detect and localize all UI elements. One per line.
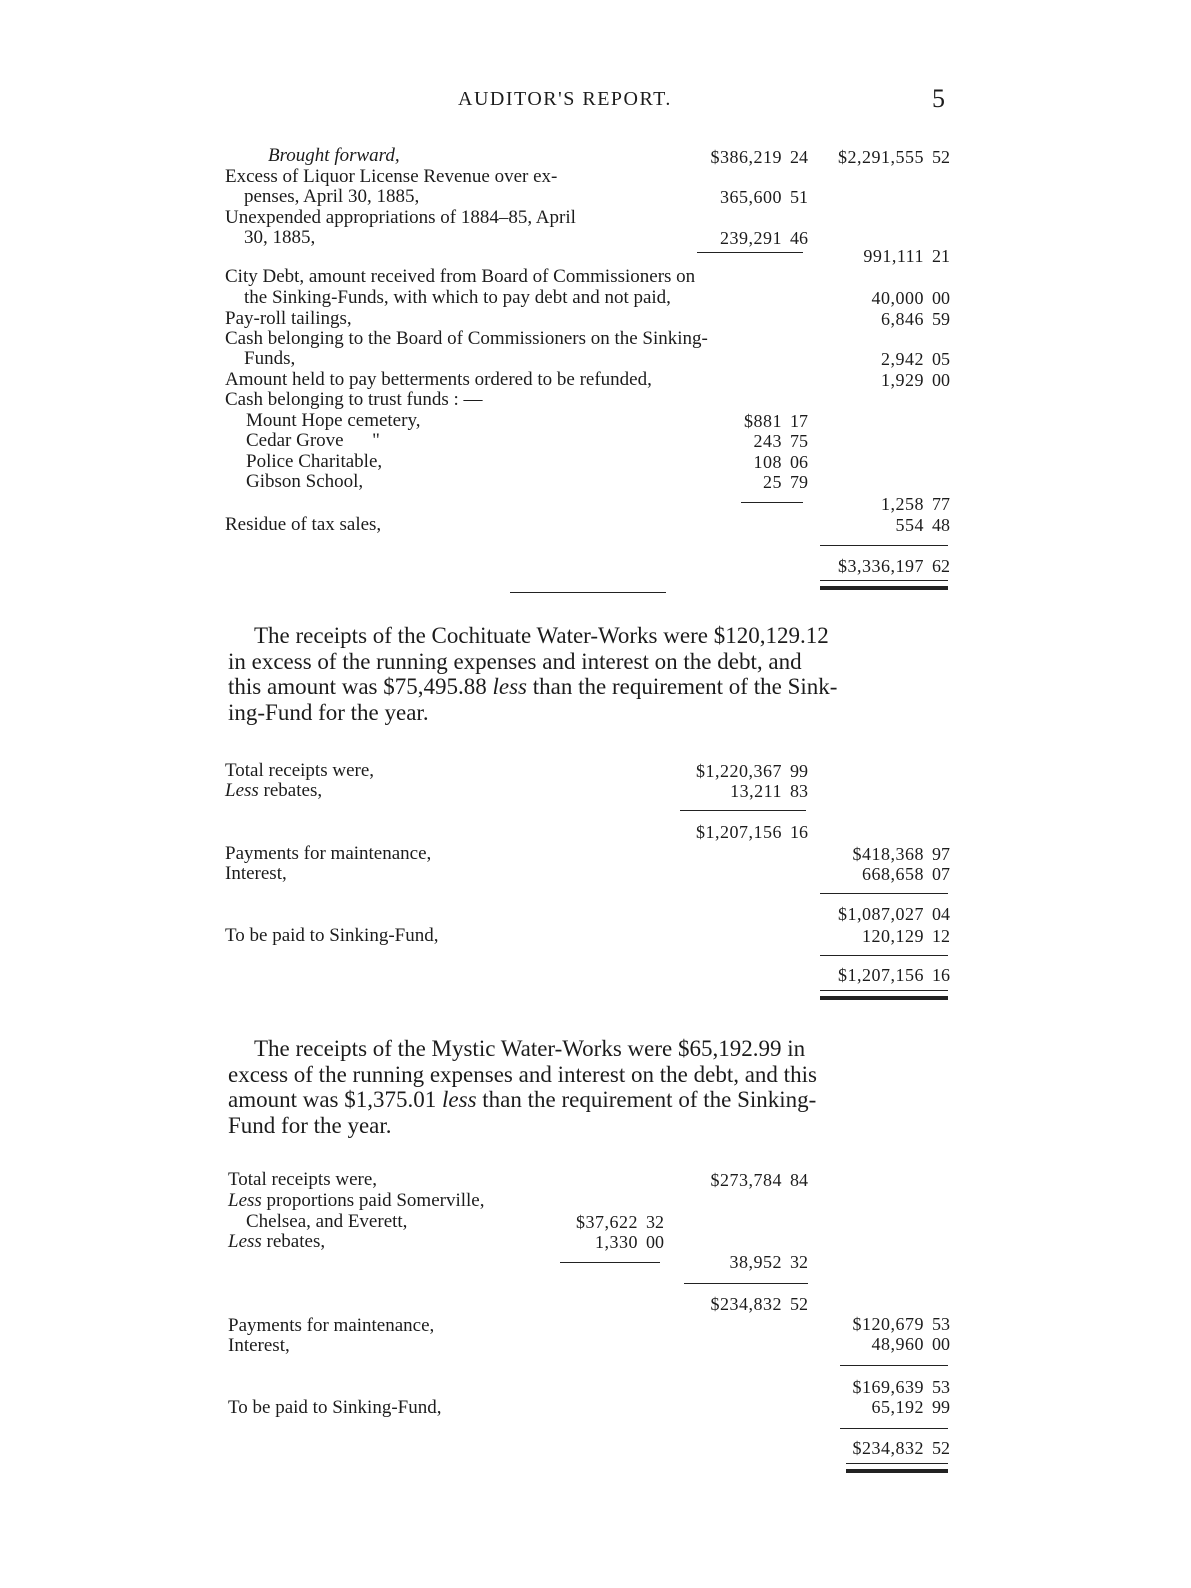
double-rule: [820, 990, 948, 1000]
cochituate-paragraph: The receipts of the Cochituate Water-Works were $120,129.12 in excess of the running expenses and interest on the debt, and this amount was $75,495.88 less than the requirement of the Sink- ing-Fund for the year.: [228, 623, 838, 725]
section-divider: [510, 592, 666, 593]
cochituate-interest-label: Interest,: [225, 863, 287, 884]
mystic-interest-label: Interest,: [228, 1335, 290, 1356]
double-rule: [846, 1463, 948, 1473]
cochituate-sinking-label: To be paid to Sinking-Fund,: [225, 925, 439, 946]
mystic-total-amount: $234,832 52: [852, 1438, 950, 1458]
liquor-line1: Excess of Liquor License Revenue over ex-: [225, 166, 558, 187]
cochituate-total-receipts-amount: $1,220,367 99: [696, 761, 808, 781]
betterments-amount: 1,929 00: [881, 370, 950, 390]
trust-item-label: Mount Hope cemetery,: [246, 410, 421, 431]
trust-item-amount: $881 17: [744, 411, 808, 431]
cochituate-total-receipts-label: Total receipts were,: [225, 760, 375, 781]
mystic-sinking-label: To be paid to Sinking-Fund,: [228, 1397, 442, 1418]
trust-item-label: Police Charitable,: [246, 451, 383, 472]
unexpended-line1: Unexpended appropriations of 1884–85, April: [225, 207, 576, 228]
grand-total-amount: $3,336,197 62: [838, 556, 950, 576]
mystic-interest-amount: 48,960 00: [871, 1334, 950, 1354]
city-debt-amount: 40,000 00: [871, 288, 950, 308]
rule: [820, 955, 948, 956]
cash-board-line2: Funds,: [244, 348, 296, 369]
mystic-maintenance-label: Payments for maintenance,: [228, 1315, 435, 1336]
mystic-rebates-label: Less rebates,: [228, 1231, 326, 1252]
mystic-deductions-amount: 38,952 32: [729, 1252, 808, 1272]
page-number: 5: [932, 84, 945, 113]
rule: [680, 810, 806, 811]
residue-label: Residue of tax sales,: [225, 514, 382, 535]
rule: [684, 1283, 808, 1284]
cochituate-maintenance-amount: $418,368 97: [852, 844, 950, 864]
rule: [741, 502, 803, 503]
brought-forward-label: Brought forward,: [268, 145, 400, 166]
city-debt-line1: City Debt, amount received from Board of Commissioners on: [225, 266, 696, 287]
mystic-proportions-line1: Less proportions paid Somerville,: [228, 1190, 485, 1211]
cochituate-total-amount: $1,207,156 16: [838, 965, 950, 985]
rule: [840, 1365, 948, 1366]
rule: [840, 1428, 948, 1429]
unexpended-amount: 239,291 46: [720, 228, 808, 248]
mystic-total-receipts-label: Total receipts were,: [228, 1169, 378, 1190]
double-rule: [820, 580, 948, 590]
cochituate-sinking-amount: 120,129 12: [862, 926, 950, 946]
trust-item-amount: 243 75: [753, 431, 808, 451]
cochituate-rebates-amount: 13,211 83: [730, 781, 808, 801]
rule: [560, 1262, 660, 1263]
city-debt-line2: the Sinking-Funds, with which to pay debt and not paid,: [244, 287, 671, 308]
cochituate-subtotal-amount: $1,087,027 04: [838, 904, 950, 924]
trust-item-amount: 108 06: [753, 452, 808, 472]
cochituate-net-amount: $1,207,156 16: [696, 822, 808, 842]
liquor-amount: 365,600 51: [720, 187, 808, 207]
cochituate-interest-amount: 668,658 07: [862, 864, 950, 884]
mystic-rebates-amount: 1,330 00: [595, 1232, 664, 1252]
cash-board-amount: 2,942 05: [881, 349, 950, 369]
mystic-maintenance-amount: $120,679 53: [852, 1314, 950, 1334]
brought-forward-amount-b: $2,291,555 52: [838, 147, 950, 167]
trust-item-amount: 25 79: [763, 472, 808, 492]
cochituate-rebates-label: Less rebates,: [225, 780, 323, 801]
trust-item-label: Gibson School,: [246, 471, 364, 492]
mystic-total-receipts-amount: $273,784 84: [710, 1170, 808, 1190]
brought-forward-amount-a: $386,219 24: [710, 147, 808, 167]
unexpended-line2: 30, 1885,: [244, 227, 316, 248]
trust-heading: Cash belonging to trust funds : —: [225, 389, 483, 410]
trust-item-label: Cedar Grove ": [246, 430, 380, 451]
mystic-net-amount: $234,832 52: [710, 1294, 808, 1314]
mystic-sinking-amount: 65,192 99: [871, 1397, 950, 1417]
payroll-label: Pay-roll tailings,: [225, 308, 352, 329]
rule: [820, 545, 948, 546]
mystic-subtotal-amount: $169,639 53: [852, 1377, 950, 1397]
rule: [820, 893, 948, 894]
residue-amount: 554 48: [895, 515, 950, 535]
page-title: AUDITOR'S REPORT.: [458, 88, 672, 110]
subtotal-amount: 991,111 21: [863, 246, 950, 266]
cochituate-maintenance-label: Payments for maintenance,: [225, 843, 432, 864]
cash-board-line1: Cash belonging to the Board of Commissioners on the Sinking-: [225, 328, 708, 349]
mystic-paragraph: The receipts of the Mystic Water-Works were $65,192.99 in excess of the running expenses and interest on the debt, and this amount was $1,375.01 less than the requirement of the Sinking- Fund for the year.: [228, 1036, 817, 1138]
trust-total-amount: 1,258 77: [881, 494, 950, 514]
betterments-label: Amount held to pay betterments ordered to be refunded,: [225, 369, 652, 390]
payroll-amount: 6,846 59: [881, 309, 950, 329]
liquor-line2: penses, April 30, 1885,: [244, 186, 420, 207]
mystic-proportions-line2: Chelsea, and Everett,: [246, 1211, 408, 1232]
rule: [697, 252, 803, 253]
mystic-proportions-amount: $37,622 32: [576, 1212, 664, 1232]
